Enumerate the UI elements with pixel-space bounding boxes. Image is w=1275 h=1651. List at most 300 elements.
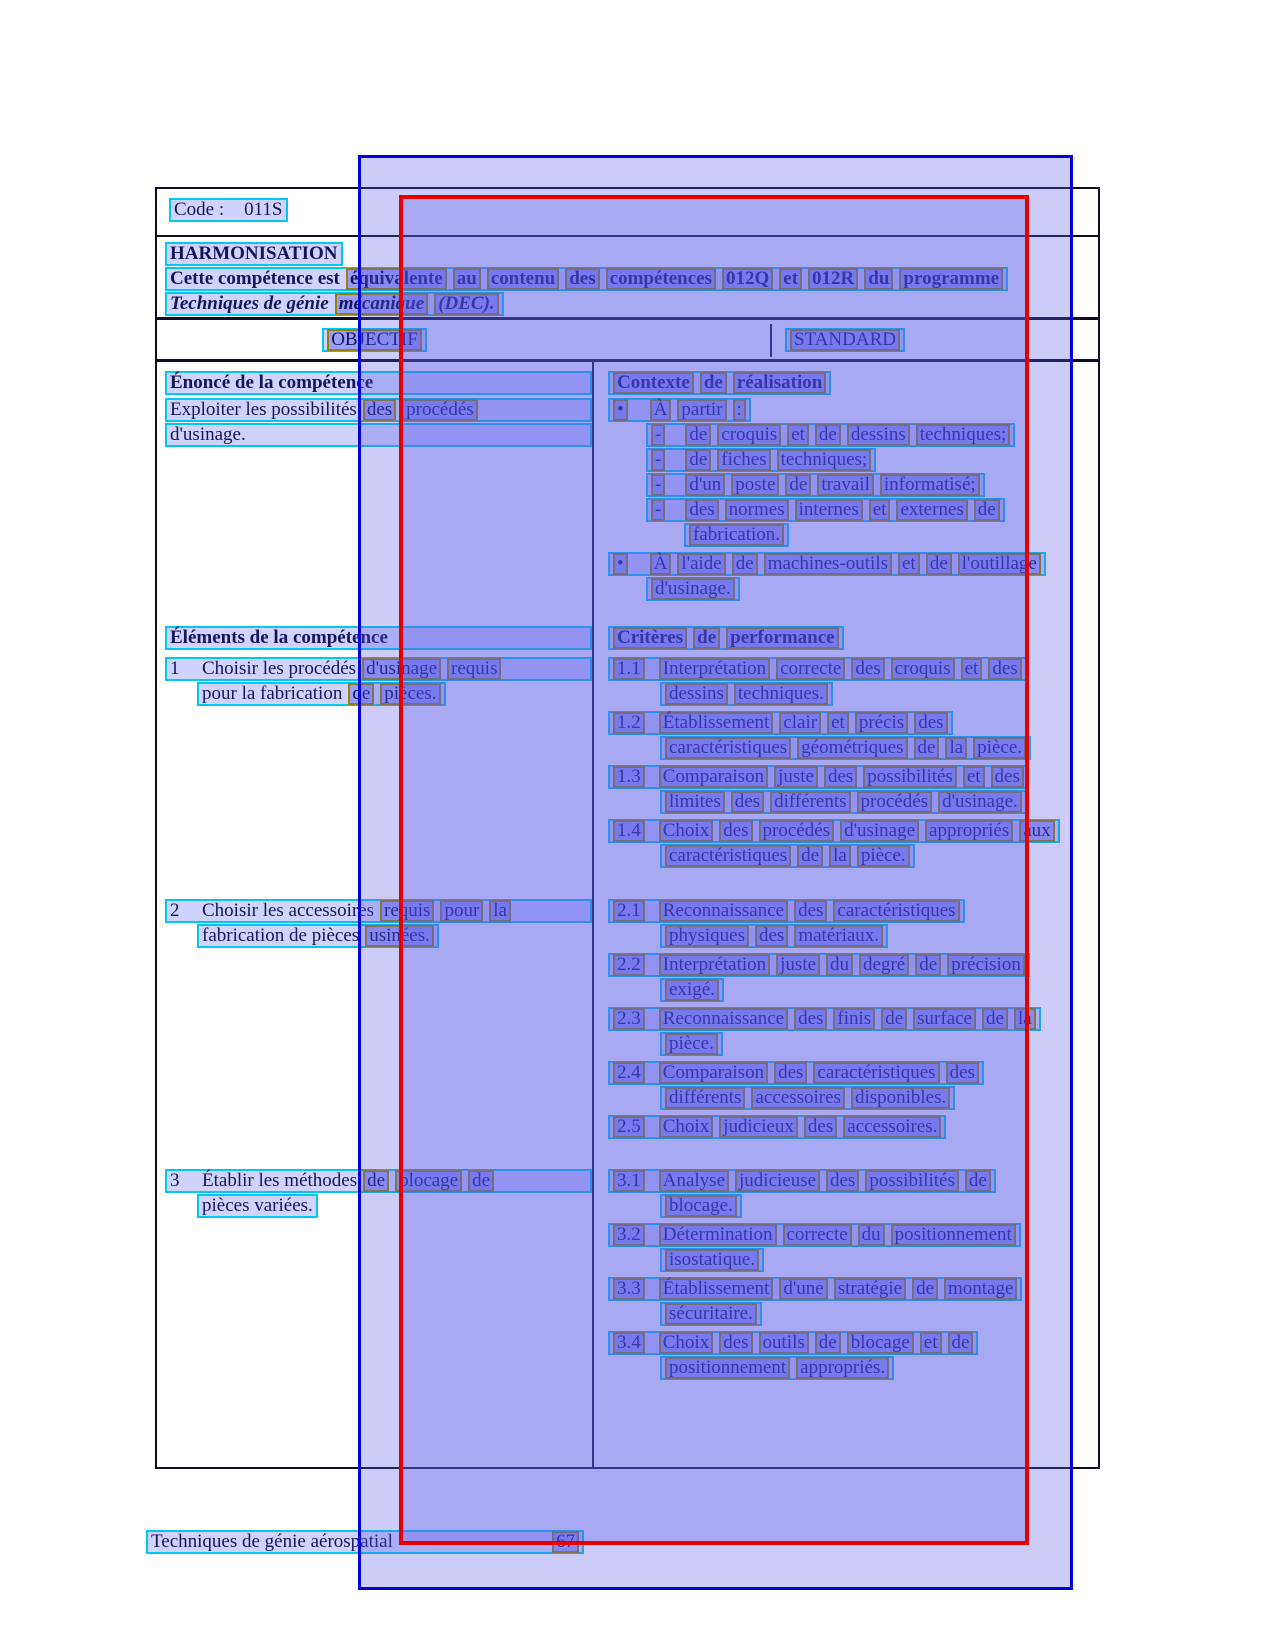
ocr-word-box: la xyxy=(489,900,511,922)
ocr-word-box: caractéristiques xyxy=(813,1062,939,1084)
ocr-word-box: précision xyxy=(947,954,1025,976)
ocr-line-box xyxy=(608,1169,996,1193)
ocr-word-box: contenu xyxy=(487,268,559,290)
item-number: 1.3 xyxy=(613,766,645,788)
ocr-word-box: de xyxy=(965,1170,991,1192)
ocr-word-box: machines-outils xyxy=(764,553,892,575)
criteria-line xyxy=(660,735,1098,760)
ocr-word-box: géométriques xyxy=(797,737,907,759)
ocr-word-box: correcte xyxy=(783,1224,852,1246)
criteria-line xyxy=(608,818,1098,843)
criteres-header xyxy=(608,625,1098,650)
ocr-line-box xyxy=(608,899,965,923)
ocr-line-box xyxy=(660,1086,955,1110)
ocr-word-box: appropriés. xyxy=(796,1357,889,1379)
ocr-word-box: Établissement xyxy=(659,1278,774,1300)
ocr-word-box: surface xyxy=(913,1008,976,1030)
criteria-line xyxy=(608,710,1098,735)
context-bullet-line xyxy=(608,551,1098,576)
ocr-line-box xyxy=(646,473,985,497)
code-row xyxy=(157,189,1098,237)
ocr-line-box xyxy=(169,198,288,222)
ocr-line-box xyxy=(646,498,1005,522)
ocr-word-box: À xyxy=(650,553,672,575)
ocr-word-box: des xyxy=(804,1116,837,1138)
criteria-line xyxy=(608,656,1098,681)
criteria-line xyxy=(608,898,1098,923)
ocr-word-box: Interprétation xyxy=(659,954,770,976)
objectif-header-cell xyxy=(157,320,592,359)
ocr-word-box: requis xyxy=(380,900,434,922)
context-sub-line xyxy=(646,447,1098,472)
ocr-line-box xyxy=(165,899,592,923)
ocr-word-box: et xyxy=(787,424,809,446)
ocr-word-box: caractéristiques xyxy=(665,845,791,867)
ocr-word-box: de xyxy=(815,1332,841,1354)
standard-header-cell xyxy=(592,320,1098,359)
ocr-line-box xyxy=(165,398,592,422)
text-run: Exploiter les possibilités xyxy=(170,399,357,420)
item-number: 3.3 xyxy=(613,1278,645,1300)
ocr-line-box xyxy=(608,953,1030,977)
ocr-word-box: possibilités xyxy=(863,766,957,788)
ocr-word-box: des xyxy=(914,712,947,734)
criteria-line xyxy=(608,1330,1098,1355)
ocr-word-box: croquis xyxy=(717,424,781,446)
ocr-word-box: disponibles. xyxy=(851,1087,950,1109)
ocr-word-box: de xyxy=(693,627,720,649)
ocr-word-box: la xyxy=(1014,1008,1036,1030)
ocr-word-box: internes xyxy=(795,499,863,521)
text-run: Établir les méthodes xyxy=(202,1170,358,1191)
objectif-column xyxy=(157,362,592,1468)
criteria-line xyxy=(660,977,1098,1002)
item-number: • xyxy=(613,399,628,421)
ocr-word-box: clair xyxy=(779,712,821,734)
ocr-word-box: (DEC). xyxy=(434,293,498,315)
ocr-word-box: des xyxy=(565,268,599,290)
ocr-line-box xyxy=(660,682,833,706)
ocr-word-box: juste xyxy=(776,954,820,976)
ocr-word-box: Reconnaissance xyxy=(659,900,788,922)
ocr-word-box: programme xyxy=(899,268,1003,290)
ocr-line-box xyxy=(608,1007,1041,1031)
text-run: pièces variées. xyxy=(202,1195,313,1216)
criteria-line xyxy=(660,1247,1098,1272)
ocr-word-box: Contexte xyxy=(613,372,694,394)
competency-statement-line xyxy=(165,422,592,447)
ocr-line-box xyxy=(646,423,1015,447)
ocr-line-box xyxy=(197,924,439,948)
ocr-line-box xyxy=(197,682,446,706)
ocr-line-box xyxy=(608,371,831,395)
ocr-word-box: des xyxy=(851,658,884,680)
ocr-word-box: des xyxy=(363,399,396,421)
criteria-line xyxy=(608,1006,1098,1031)
ocr-word-box: différents xyxy=(665,1087,745,1109)
competency-element-line xyxy=(197,681,592,706)
item-number: 2.2 xyxy=(613,954,645,976)
ocr-line-box xyxy=(608,657,1027,681)
ocr-line-box xyxy=(608,1061,984,1085)
ocr-word-box: poste xyxy=(731,474,779,496)
ocr-word-box: appropriés xyxy=(925,820,1013,842)
ocr-word-box: d'usinage xyxy=(362,658,441,680)
ocr-word-box: de xyxy=(912,1278,938,1300)
ocr-word-box: fiches xyxy=(717,449,770,471)
ocr-word-box: mécanique xyxy=(335,293,429,315)
criteria-line xyxy=(608,1276,1098,1301)
text-run: Choisir les accessoires xyxy=(202,900,375,921)
item-number: • xyxy=(613,553,628,575)
ocr-word-box: STANDARD xyxy=(790,329,900,351)
ocr-word-box: Comparaison xyxy=(659,766,768,788)
ocr-word-box: matériaux. xyxy=(794,925,883,947)
ocr-word-box: d'une xyxy=(779,1278,827,1300)
elements-header xyxy=(165,625,592,650)
ocr-word-box: juste xyxy=(774,766,818,788)
competency-element-3 xyxy=(165,1168,592,1218)
item-number: 2.4 xyxy=(613,1062,645,1084)
criteria-line xyxy=(608,952,1098,977)
ocr-word-box: des xyxy=(685,499,718,521)
ocr-line-box xyxy=(146,1530,584,1554)
ocr-word-box: de xyxy=(815,424,841,446)
ocr-word-box: et xyxy=(963,766,985,788)
ocr-word-box: l'outillage xyxy=(958,553,1041,575)
competency-statement-line xyxy=(165,397,592,422)
ocr-word-box: Établissement xyxy=(659,712,774,734)
context-sub-line xyxy=(646,422,1098,447)
ocr-word-box: limites xyxy=(665,791,725,813)
ocr-word-box: de xyxy=(685,449,711,471)
item-number: 1.4 xyxy=(613,820,645,842)
item-number: - xyxy=(651,449,665,471)
standard-column xyxy=(592,362,1098,1468)
ocr-word-box: dessins xyxy=(665,683,728,705)
ocr-word-box: caractéristiques xyxy=(833,900,959,922)
ocr-word-box: des xyxy=(731,791,764,813)
criteria-line xyxy=(660,843,1098,868)
ocr-word-box: des xyxy=(719,820,752,842)
code-value: 011S xyxy=(244,199,283,220)
ocr-line-box xyxy=(646,448,876,472)
ocr-line-box xyxy=(608,398,751,422)
ocr-line-box xyxy=(660,924,888,948)
item-number: - xyxy=(651,474,665,496)
ocr-word-box: croquis xyxy=(891,658,955,680)
ocr-word-box: des xyxy=(794,900,827,922)
ocr-word-box: 012R xyxy=(808,268,858,290)
item-number: 3.4 xyxy=(613,1332,645,1354)
item-number: - xyxy=(651,424,665,446)
ocr-word-box: finis xyxy=(833,1008,875,1030)
ocr-line-box xyxy=(608,819,1060,843)
ocr-word-box: de xyxy=(732,553,758,575)
enonce-header xyxy=(165,370,592,395)
ocr-word-box: Critères xyxy=(613,627,687,649)
harmonisation-paragraph-line xyxy=(165,291,1098,316)
context-sub-line xyxy=(646,497,1098,522)
ocr-word-box: stratégie xyxy=(834,1278,906,1300)
ocr-line-box xyxy=(608,552,1046,576)
ocr-word-box: des xyxy=(719,1332,752,1354)
ocr-word-box: Reconnaissance xyxy=(659,1008,788,1030)
ocr-word-box: des xyxy=(946,1062,979,1084)
ocr-line-box xyxy=(660,1248,764,1272)
criteria-line xyxy=(608,1114,1098,1139)
ocr-line-box xyxy=(684,523,789,547)
ocr-word-box: du xyxy=(858,1224,885,1246)
ocr-word-box: OBJECTIF xyxy=(327,329,422,351)
ocr-word-box: la xyxy=(945,737,967,759)
competency-element-line xyxy=(165,656,592,681)
ocr-word-box: usinées. xyxy=(365,925,434,947)
ocr-word-box: de xyxy=(948,1332,974,1354)
ocr-line-box xyxy=(646,577,740,601)
item-number: 2 xyxy=(170,900,180,921)
ocr-word-box: blocage. xyxy=(665,1195,737,1217)
page-footer xyxy=(146,1529,584,1554)
ocr-line-box xyxy=(608,1115,946,1139)
ocr-line-box xyxy=(165,371,592,395)
ocr-word-box: travail xyxy=(817,474,874,496)
ocr-word-box: À xyxy=(650,399,672,421)
ocr-word-box: de xyxy=(363,1170,389,1192)
ocr-word-box: 012Q xyxy=(722,268,773,290)
criteria-line xyxy=(660,681,1098,706)
ocr-word-box: outils xyxy=(759,1332,809,1354)
ocr-word-box: Comparaison xyxy=(659,1062,768,1084)
item-number: 2.1 xyxy=(613,900,645,922)
text-run: d'usinage. xyxy=(170,424,246,445)
ocr-line-box xyxy=(165,292,504,316)
ocr-line-box xyxy=(660,1302,762,1326)
ocr-word-box: des xyxy=(824,766,857,788)
ocr-word-box: pièce. xyxy=(857,845,910,867)
columns-header-row xyxy=(157,320,1098,362)
ocr-word-box: accessoires xyxy=(751,1087,844,1109)
ocr-word-box: Détermination xyxy=(659,1224,777,1246)
criteria-group-1 xyxy=(608,656,1098,868)
harmonisation-title xyxy=(165,241,1098,266)
ocr-line-box xyxy=(660,1356,894,1380)
criteria-line xyxy=(660,1301,1098,1326)
ocr-word-box: techniques. xyxy=(734,683,828,705)
ocr-word-box: fabrication. xyxy=(689,524,784,546)
context-list xyxy=(608,397,1098,601)
ocr-line-box xyxy=(660,1032,723,1056)
ocr-word-box: de xyxy=(974,499,1000,521)
ocr-word-box: des xyxy=(988,658,1021,680)
ocr-line-box xyxy=(785,328,905,352)
criteria-line xyxy=(660,1355,1098,1380)
ocr-word-box: et xyxy=(920,1332,942,1354)
criteria-line xyxy=(608,1060,1098,1085)
ocr-word-box: physiques xyxy=(665,925,749,947)
ocr-word-box: pour xyxy=(440,900,483,922)
ocr-line-box xyxy=(608,711,953,735)
competency-element-line xyxy=(197,923,592,948)
ocr-word-box: du xyxy=(826,954,853,976)
ocr-line-box xyxy=(165,423,592,447)
ocr-word-box: pièce. xyxy=(665,1033,718,1055)
text-run: Cette compétence est xyxy=(170,268,340,289)
ocr-word-box: précis xyxy=(855,712,908,734)
ocr-line-box xyxy=(660,790,1027,814)
ocr-word-box: positionnement xyxy=(665,1357,790,1379)
ocr-word-box: dessins xyxy=(847,424,910,446)
context-sub-line xyxy=(684,522,1098,547)
item-number: 3.1 xyxy=(613,1170,645,1192)
ocr-word-box: procédés xyxy=(857,791,933,813)
ocr-word-box: Choix xyxy=(659,1116,713,1138)
ocr-word-box: informatisé; xyxy=(880,474,980,496)
ocr-word-box: de xyxy=(468,1170,494,1192)
ocr-word-box: externes xyxy=(896,499,967,521)
ocr-word-box: procédés xyxy=(759,820,835,842)
ocr-word-box: aux xyxy=(1019,820,1054,842)
ocr-word-box: : xyxy=(733,399,746,421)
ocr-word-box: et xyxy=(827,712,849,734)
text-run: pour la fabrication xyxy=(202,683,343,704)
ocr-line-box xyxy=(660,1194,742,1218)
ocr-word-box: de xyxy=(785,474,811,496)
text-run: HARMONISATION xyxy=(170,243,338,264)
text-run: Code : xyxy=(174,199,225,220)
ocr-line-box xyxy=(165,267,1008,291)
ocr-line-box xyxy=(608,1277,1022,1301)
ocr-word-box: pièce. xyxy=(973,737,1026,759)
ocr-word-box: d'usinage. xyxy=(651,578,735,600)
text-run: Techniques de génie aérospatial xyxy=(151,1531,393,1552)
ocr-word-box: de xyxy=(915,954,941,976)
ocr-word-box: et xyxy=(961,658,983,680)
ocr-word-box: de xyxy=(685,424,711,446)
item-number: 3.2 xyxy=(613,1224,645,1246)
criteria-line xyxy=(660,923,1098,948)
ocr-line-box xyxy=(608,1223,1021,1247)
item-number: 1.2 xyxy=(613,712,645,734)
ocr-word-box: des xyxy=(991,766,1024,788)
criteria-group-2 xyxy=(608,898,1098,1139)
context-bullet-line xyxy=(646,576,1098,601)
ocr-word-box: d'un xyxy=(685,474,725,496)
ocr-line-box xyxy=(608,1331,978,1355)
ocr-word-box: blocage xyxy=(395,1170,462,1192)
item-number: 2.3 xyxy=(613,1008,645,1030)
ocr-word-box: compétences xyxy=(606,268,716,290)
ocr-word-box: judicieuse xyxy=(735,1170,820,1192)
ocr-word-box: la xyxy=(829,845,851,867)
text-run: fabrication de pièces xyxy=(202,925,360,946)
text-run: Énoncé de la compétence xyxy=(170,372,374,393)
ocr-word-box: de xyxy=(881,1008,907,1030)
competency-element-line xyxy=(165,898,592,923)
ocr-word-box: judicieux xyxy=(719,1116,798,1138)
code-line xyxy=(169,197,1098,222)
ocr-word-box: positionnement xyxy=(891,1224,1016,1246)
ocr-line-box xyxy=(322,328,427,352)
ocr-word-box: de xyxy=(348,683,374,705)
ocr-line-box xyxy=(608,765,1029,789)
ocr-word-box: techniques; xyxy=(916,424,1011,446)
ocr-line-box xyxy=(660,736,1031,760)
ocr-word-box: degré xyxy=(859,954,909,976)
ocr-word-box: exigé. xyxy=(665,979,719,1001)
ocr-word-box: Choix xyxy=(659,1332,713,1354)
ocr-line-box xyxy=(165,1169,592,1193)
ocr-word-box: de xyxy=(797,845,823,867)
ocr-word-box: et xyxy=(898,553,920,575)
ocr-word-box: l'aide xyxy=(677,553,725,575)
ocr-word-box: des xyxy=(755,925,788,947)
ocr-word-box: et xyxy=(869,499,891,521)
footer-line xyxy=(146,1529,584,1554)
ocr-word-box: équivalente xyxy=(346,268,447,290)
header-divider-line xyxy=(770,324,772,357)
ocr-word-box: différents xyxy=(770,791,850,813)
ocr-word-box: d'usinage. xyxy=(938,791,1022,813)
ocr-word-box: normes xyxy=(725,499,789,521)
ocr-word-box: requis xyxy=(447,658,501,680)
ocr-line-box xyxy=(165,657,592,681)
contexte-header xyxy=(608,370,1098,395)
competency-table xyxy=(155,187,1100,1469)
text-run: Techniques de génie xyxy=(170,293,329,314)
page-number: 67 xyxy=(552,1531,579,1553)
criteria-line xyxy=(660,1085,1098,1110)
ocr-word-box: partir xyxy=(677,399,726,421)
ocr-word-box: de xyxy=(914,737,940,759)
competency-element-1 xyxy=(165,656,592,706)
ocr-line-box xyxy=(165,626,592,650)
ocr-line-box xyxy=(608,626,844,650)
ocr-word-box: isostatique. xyxy=(665,1249,759,1271)
harmonisation-block xyxy=(157,237,1098,320)
ocr-word-box: accessoires. xyxy=(843,1116,941,1138)
item-number: 1.1 xyxy=(613,658,645,680)
ocr-line-box xyxy=(660,844,915,868)
item-number: 3 xyxy=(170,1170,180,1191)
competency-element-line xyxy=(197,1193,592,1218)
ocr-word-box: et xyxy=(779,268,802,290)
item-number: 1 xyxy=(170,658,180,679)
ocr-word-box: de xyxy=(700,372,727,394)
ocr-word-box: caractéristiques xyxy=(665,737,791,759)
ocr-word-box: techniques; xyxy=(777,449,872,471)
criteria-line xyxy=(608,764,1098,789)
competency-element-line xyxy=(165,1168,592,1193)
item-number: - xyxy=(651,499,665,521)
ocr-word-box: pièces. xyxy=(380,683,440,705)
context-bullet-line xyxy=(608,397,1098,422)
ocr-word-box: sécuritaire. xyxy=(665,1303,757,1325)
ocr-word-box: des xyxy=(774,1062,807,1084)
criteria-group-3 xyxy=(608,1168,1098,1380)
ocr-word-box: performance xyxy=(726,627,838,649)
criteria-line xyxy=(608,1222,1098,1247)
text-run: Éléments de la compétence xyxy=(170,627,388,648)
ocr-word-box: de xyxy=(982,1008,1008,1030)
item-number: 2.5 xyxy=(613,1116,645,1138)
ocr-word-box: Analyse xyxy=(659,1170,729,1192)
ocr-word-box: du xyxy=(864,268,893,290)
text-run: Choisir les procédés xyxy=(202,658,357,679)
ocr-word-box: montage xyxy=(944,1278,1017,1300)
table-body xyxy=(157,362,1098,1468)
objectif-label xyxy=(322,327,427,352)
